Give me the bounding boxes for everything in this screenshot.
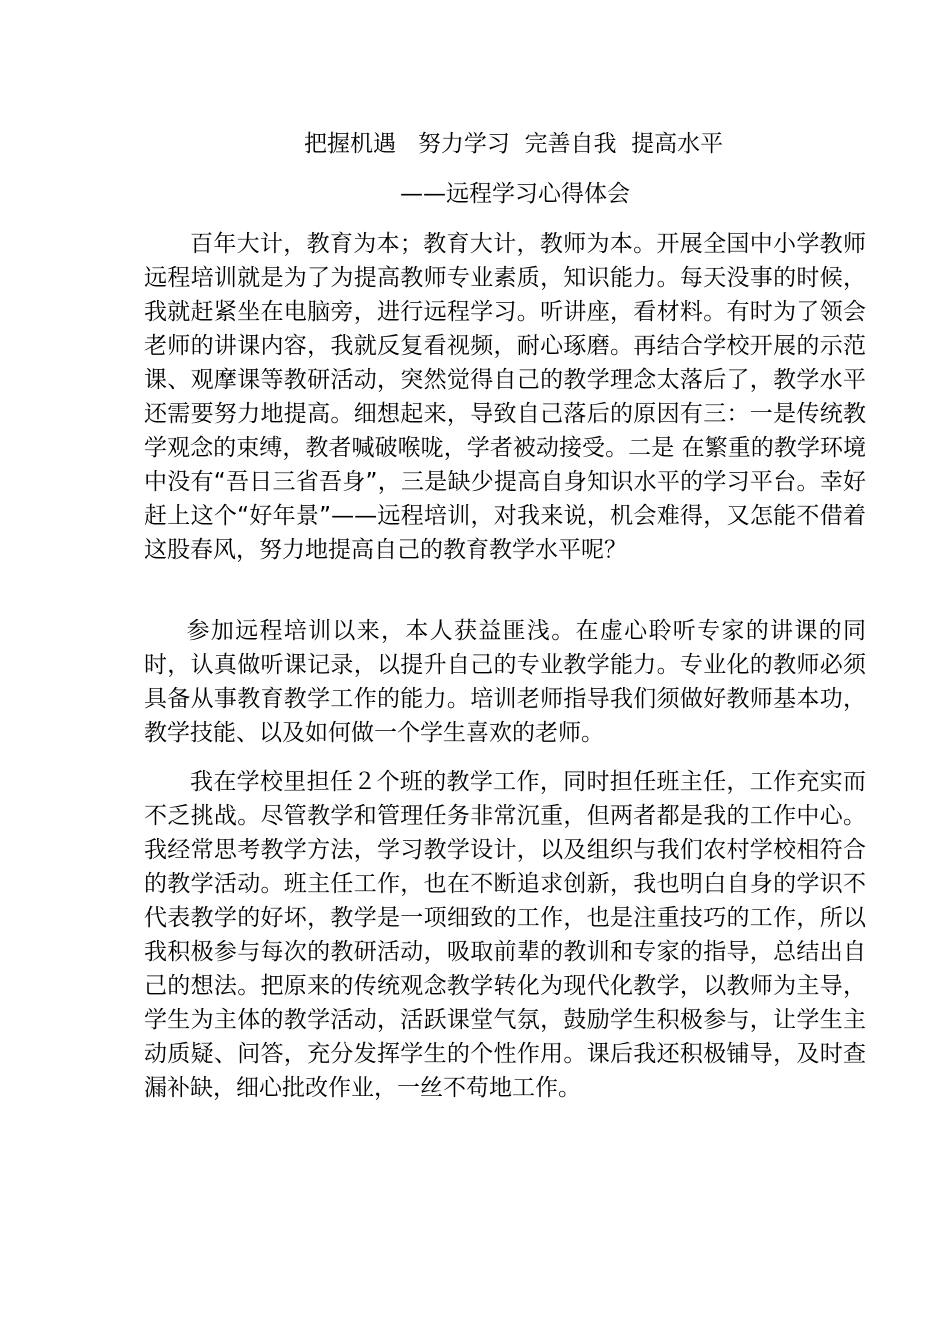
document-subtitle: ——远程学习心得体会 [400, 181, 630, 207]
body-paragraph-2: 参加远程培训以来，本人获益匪浅。在虚心聆听专家的讲课的同时，认真做听课记录，以提升自己的专业教学能力。专业化的教师必须具备从事教育教学工作的能力。培训老师指导我们须做好教师基本功，教学技能、以及如何做一个学生喜欢的老师。 [144, 618, 866, 746]
document-title: 把握机遇 努力学习 完善自我 提高水平 [304, 131, 724, 157]
body-paragraph-1: 百年大计，教育为本；教育大计，教师为本。开展全国中小学教师远程培训就是为了为提高教师专业素质，知识能力。每天没事的时候，我就赶紧坐在电脑旁，进行远程学习。听讲座，看材料。有时为了领会老师的讲课内容，我就反复看视频，耐心琢磨。再结合学校开展的示范课、观摩课等教研活动，突然觉得自己的教学理念太落后了，教学水平还需要努力地提高。细想起来，导致自己落后的原因有三：一是传统教学观念的束缚，教者喊破喉咙，学者被动接受。二是 在繁重的教学环境中没有“吾日三省吾身”，三是缺少提高自身知识水平的学习平台。幸好赶上这个“好年景”——远程培训，对我来说，机会难得，又怎能不借着这股春风，努力地提高自己的教育教学水平呢？ [144, 231, 866, 563]
body-paragraph-3: 我在学校里担任２个班的教学工作，同时担任班主任，工作充实而不乏挑战。尽管教学和管理任务非常沉重，但两者都是我的工作中心。我经常思考教学方法，学习教学设计，以及组织与我们农村学校相符合的教学活动。班主任工作，也在不断追求创新，我也明白自身的学识不代表教学的好坏，教学是一项细致的工作，也是注重技巧的工作，所以我积极参与每次的教研活动，吸取前辈的教训和专家的指导，总结出自己的想法。把原来的传统观念教学转化为现代化教学，以教师为主导，学生为主体的教学活动，活跃课堂气氛，鼓励学生积极参与，让学生主动质疑、问答，充分发挥学生的个性作用。课后我还积极铺导，及时查漏补缺，细心批改作业，一丝不苟地工作。 [144, 769, 866, 1101]
